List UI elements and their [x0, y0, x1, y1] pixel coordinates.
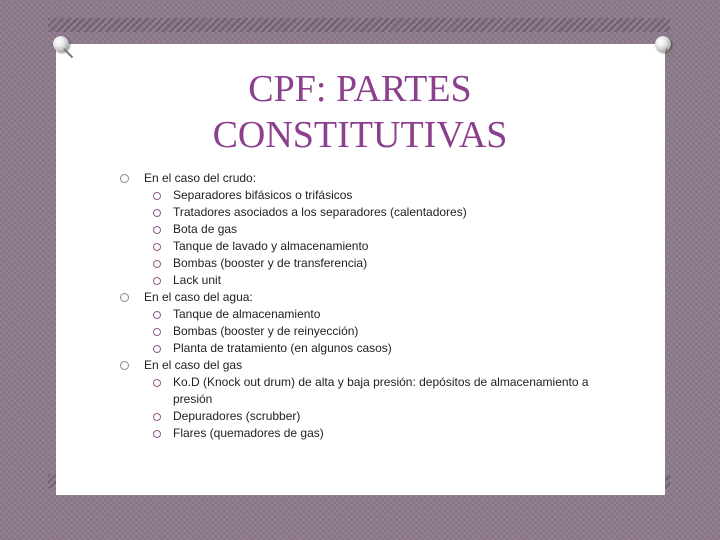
bullet-content	[120, 170, 600, 442]
circle-bullet-icon	[153, 192, 161, 200]
section-list	[120, 170, 600, 442]
section-heading: En el caso del crudo:	[144, 171, 257, 185]
circle-bullet-icon	[120, 174, 129, 183]
section-agua	[120, 289, 600, 357]
list-item	[144, 221, 600, 238]
list-item	[144, 408, 600, 425]
list-item	[144, 425, 600, 442]
circle-bullet-icon	[153, 413, 161, 421]
section-heading: En el caso del gas	[144, 358, 243, 372]
list-item-text: Flares (quemadores de gas)	[173, 426, 324, 440]
list-item-text: Ko.D (Knock out drum) de alta y baja presión: depósitos de almacenamiento a presión	[173, 375, 589, 406]
section-gas	[120, 357, 600, 442]
list-item	[144, 187, 600, 204]
sub-list	[144, 187, 600, 289]
list-item-text: Planta de tratamiento (en algunos casos)	[173, 341, 392, 355]
stitched-edge-top	[48, 18, 670, 32]
sub-list	[144, 374, 600, 442]
list-item	[144, 255, 600, 272]
circle-bullet-icon	[153, 277, 161, 285]
list-item-text: Depuradores (scrubber)	[173, 409, 301, 423]
circle-bullet-icon	[153, 226, 161, 234]
list-item	[144, 323, 600, 340]
pushpin-icon	[53, 36, 71, 54]
list-item-text: Tratadores asociados a los separadores (calentadores)	[173, 205, 467, 219]
circle-bullet-icon	[153, 379, 161, 387]
list-item	[144, 340, 600, 357]
list-item	[144, 204, 600, 221]
list-item	[144, 306, 600, 323]
sub-list	[144, 306, 600, 357]
circle-bullet-icon	[153, 311, 161, 319]
circle-bullet-icon	[153, 345, 161, 353]
title-line-1: CPF: PARTES	[248, 68, 472, 110]
list-item	[144, 238, 600, 255]
section-crudo	[120, 170, 600, 289]
circle-bullet-icon	[153, 243, 161, 251]
circle-bullet-icon	[153, 260, 161, 268]
list-item-text: Lack unit	[173, 273, 222, 287]
list-item-text: Separadores bifásicos o trifásicos	[173, 188, 353, 202]
circle-bullet-icon	[153, 209, 161, 217]
pushpin-icon	[655, 36, 673, 54]
circle-bullet-icon	[120, 361, 129, 370]
circle-bullet-icon	[153, 328, 161, 336]
section-heading: En el caso del agua:	[144, 290, 253, 304]
list-item-text: Tanque de lavado y almacenamiento	[173, 239, 369, 253]
list-item-text: Bombas (booster y de reinyección)	[173, 324, 359, 338]
list-item-text: Bombas (booster y de transferencia)	[173, 256, 368, 270]
list-item	[144, 272, 600, 289]
list-item-text: Tanque de almacenamiento	[173, 307, 321, 321]
circle-bullet-icon	[153, 430, 161, 438]
slide-title	[0, 66, 720, 158]
list-item	[144, 374, 600, 408]
title-line-2: CONSTITUTIVAS	[212, 114, 508, 156]
circle-bullet-icon	[120, 293, 129, 302]
list-item-text: Bota de gas	[173, 222, 238, 236]
